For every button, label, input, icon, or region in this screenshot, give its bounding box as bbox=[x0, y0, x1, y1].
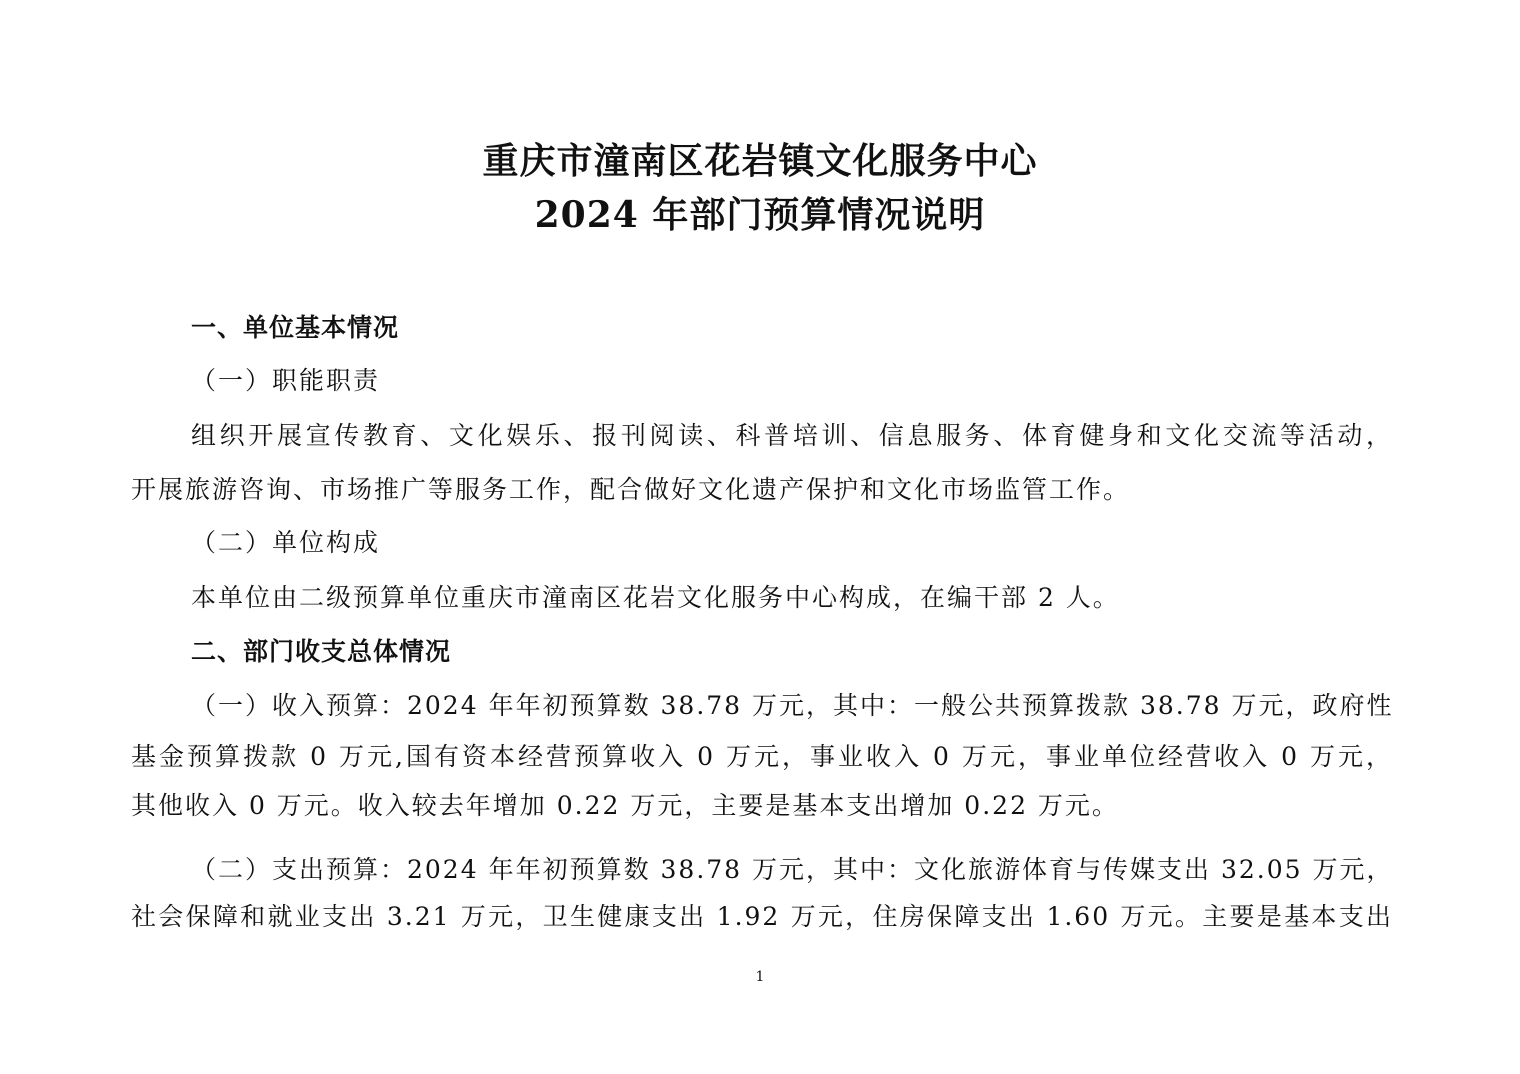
composition-paragraph: 本单位由二级预算单位重庆市潼南区花岩文化服务中心构成，在编干部 2 人。 bbox=[191, 583, 1120, 612]
document-title-line-2: 2024 年部门预算情况说明 bbox=[534, 194, 986, 236]
duties-paragraph-line-2: 开展旅游咨询、市场推广等服务工作，配合做好文化遗产保护和文化市场监管工作。 bbox=[131, 475, 1131, 504]
subsection-duties-heading: （一）职能职责 bbox=[191, 366, 381, 395]
subsection-composition-heading: （二）单位构成 bbox=[191, 528, 381, 557]
section-2-heading: 二、部门收支总体情况 bbox=[191, 637, 452, 666]
income-paragraph-line-3: 其他收入 0 万元。收入较去年增加 0.22 万元，主要是基本支出增加 0.22 万元。 bbox=[131, 791, 1119, 820]
section-1-heading: 一、单位基本情况 bbox=[191, 313, 400, 342]
expense-paragraph-line-1: （二）支出预算：2024 年年初预算数 38.78 万元，其中：文化旅游体育与传媒支出 32.05 万元， bbox=[191, 855, 1394, 884]
page-number: 1 bbox=[755, 969, 765, 985]
document-title-line-1: 重庆市潼南区花岩镇文化服务中心 bbox=[482, 140, 1038, 182]
duties-paragraph-line-1: 组织开展宣传教育、文化娱乐、报刊阅读、科普培训、信息服务、体育健身和文化交流等活动， bbox=[191, 421, 1393, 450]
income-paragraph-line-1: （一）收入预算：2024 年年初预算数 38.78 万元，其中：一般公共预算拨款 38.78 万元，政府性 bbox=[191, 691, 1394, 720]
expense-paragraph-line-2: 社会保障和就业支出 3.21 万元，卫生健康支出 1.92 万元，住房保障支出 1.60 万元。主要是基本支出 bbox=[131, 902, 1393, 931]
income-paragraph-line-2: 基金预算拨款 0 万元,国有资本经营预算收入 0 万元，事业收入 0 万元，事业单位经营收入 0 万元， bbox=[131, 742, 1393, 771]
